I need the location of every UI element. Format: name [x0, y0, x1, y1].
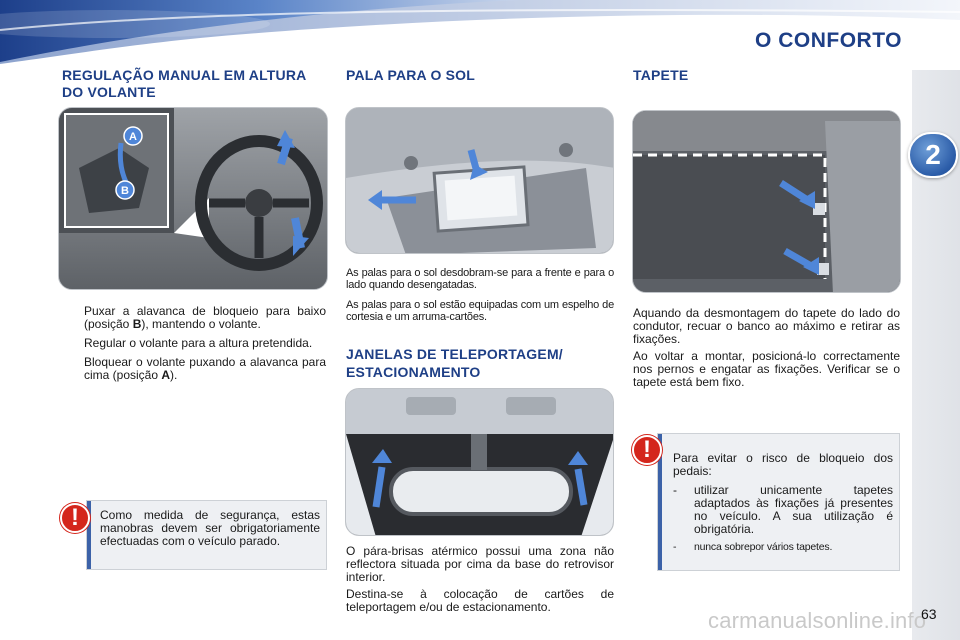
windows-section-title: JANELAS DE TELEPORTAGEM/ ESTACIONAMENTO: [346, 346, 563, 380]
mat-warning-box: [657, 433, 900, 571]
list-item-text: ).: [170, 368, 178, 382]
list-item: [60, 356, 326, 382]
chapter-number-badge: 2: [908, 132, 958, 178]
warning-exclamation-icon: !: [632, 435, 662, 465]
warning-text: Como medida de segurança, estas manobras devem ser obrigatoriamente efectuadas com o veículo parado.: [100, 508, 320, 548]
windshield-mirror-illustration: [345, 388, 614, 536]
position-b-label: B: [121, 185, 129, 197]
mat-section-title: TAPETE: [633, 67, 689, 83]
sunvisor-text-2: As palas para o sol estão equipadas com um espelho de cortesia e um arruma-cartões.: [346, 299, 614, 323]
list-item: [60, 337, 326, 350]
dash-marker: -: [673, 541, 677, 553]
sunvisor-section-title: PALA PARA O SOL: [346, 67, 475, 83]
sunvisor-illustration: [345, 107, 614, 254]
list-item-text: Puxar a alavanca de bloqueio para baixo (posição: [84, 304, 326, 331]
list-item: [673, 541, 893, 554]
warning-intro: Para evitar o risco de bloqueio dos pedais:: [673, 451, 893, 478]
steering-instructions-list: [60, 305, 326, 388]
dash-marker: -: [673, 483, 677, 497]
watermark: carmanualsonline.info: [708, 608, 927, 633]
list-item-text: utilizar unicamente tapetes adaptados às fixações já presentes no veículo. A sua utilização é obrigatória.: [694, 483, 893, 536]
warning-exclamation-icon: !: [60, 503, 90, 533]
chapter-title: O CONFORTO: [755, 29, 902, 52]
position-a-label: A: [129, 131, 137, 143]
position-reference: A: [161, 368, 171, 382]
windows-text-2: Destina-se à colocação de cartões de teleportagem e/ou de estacionamento.: [346, 587, 614, 614]
steering-warning-box: [86, 500, 327, 570]
list-item-text: Bloquear o volante puxando a alavanca para cima (posição: [84, 355, 326, 382]
list-item-text: ), mantendo o volante.: [141, 317, 261, 331]
mat-text-1: Aquando da desmontagem do tapete do lado do condutor, recuar o banco ao máximo e retirar as fixações.: [633, 306, 900, 346]
floor-mat-illustration: [632, 110, 901, 293]
list-item: [673, 484, 893, 536]
position-reference: B: [132, 317, 142, 331]
list-item-text: Regular o volante para a altura pretendida.: [84, 336, 313, 350]
sunvisor-text-1: As palas para o sol desdobram-se para a frente e para o lado quando desengatadas.: [346, 267, 614, 291]
list-item-text: nunca sobrepor vários tapetes.: [694, 541, 833, 553]
mat-text-2: Ao voltar a montar, posicioná-lo correctamente nos pernos e engatar as fixações. Verificar se o tapete está bem fixo.: [633, 349, 900, 389]
page-header: [0, 0, 960, 66]
warning-list: [673, 484, 893, 554]
windows-text-1: O pára-brisas atérmico possui uma zona não reflectora situada por cima da base do retrovisor interior.: [346, 544, 614, 584]
page-number: 63: [921, 606, 937, 622]
steering-wheel-illustration: [58, 107, 328, 290]
steering-section-title: REGULAÇÃO MANUAL EM ALTURA DO VOLANTE: [62, 67, 306, 100]
list-item: [60, 305, 326, 331]
warning-text-block: [673, 452, 893, 559]
